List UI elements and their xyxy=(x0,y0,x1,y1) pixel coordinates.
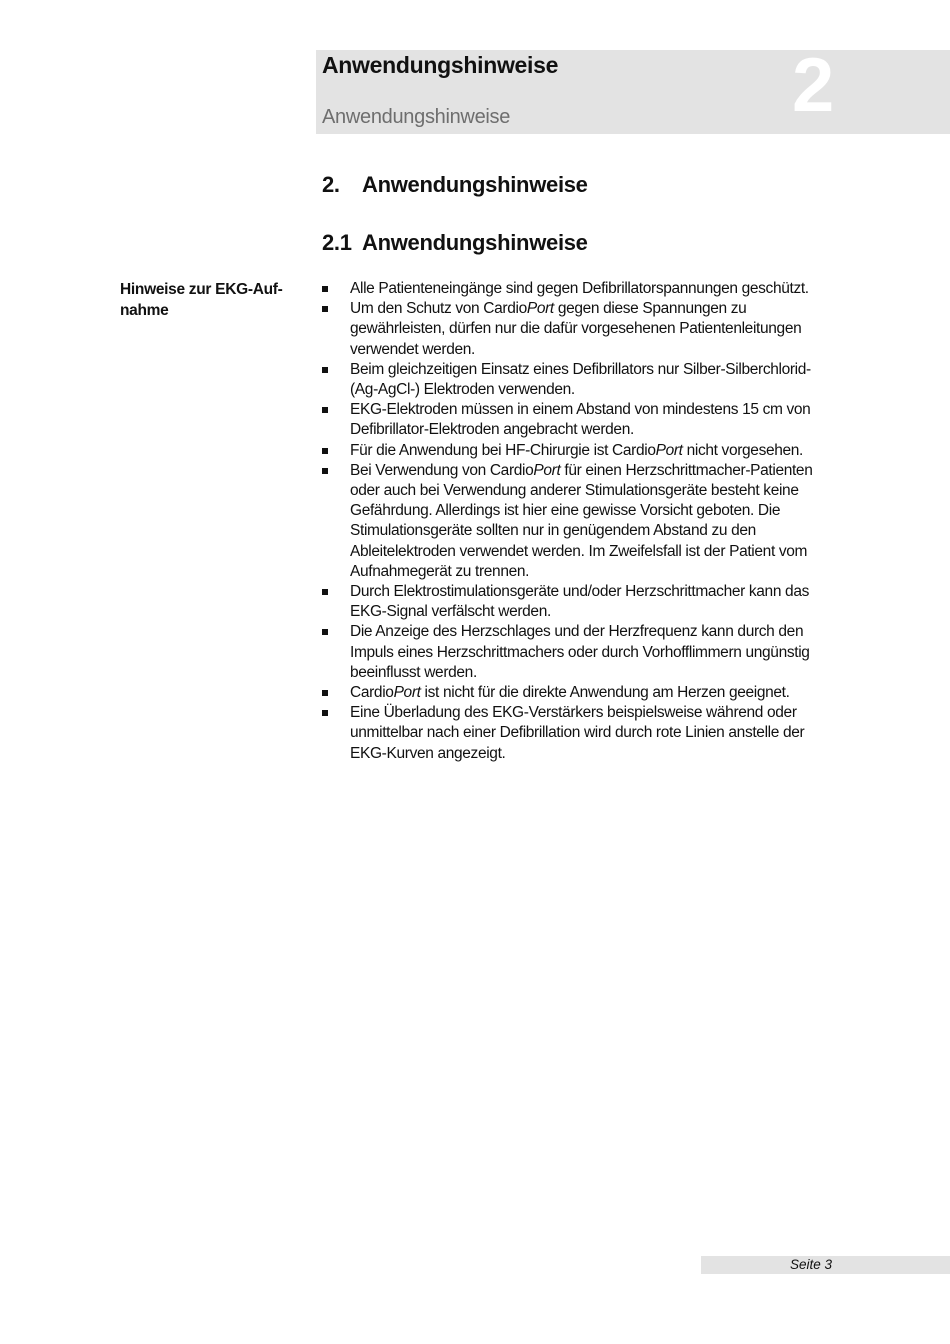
header-title: Anwendungshinweise xyxy=(322,52,559,78)
section-title: Anwendungshinweise xyxy=(362,172,588,197)
notes-list xyxy=(322,279,834,764)
bullet-square-icon xyxy=(322,629,328,635)
section-heading xyxy=(322,172,588,198)
list-item xyxy=(322,582,834,622)
list-item xyxy=(322,400,834,440)
section-number: 2. xyxy=(322,172,340,197)
side-label-line-1: Hinweise zur EKG-Auf- xyxy=(120,281,283,298)
list-item-text: Alle Patienteneingänge sind gegen Defibrillatorspannungen geschützt. xyxy=(350,280,809,297)
bullet-square-icon xyxy=(322,367,328,373)
bullet-square-icon xyxy=(322,710,328,716)
list-item xyxy=(322,441,834,461)
list-item xyxy=(322,622,834,683)
list-item xyxy=(322,461,834,582)
subsection-heading xyxy=(322,230,588,256)
list-item xyxy=(322,683,834,703)
subsection-number: 2.1 xyxy=(322,230,352,255)
chapter-number: 2 xyxy=(792,43,835,128)
side-label xyxy=(120,279,295,321)
list-item-text: Um den Schutz von CardioPort gegen diese Spannungen zu gewährleisten, dürfen nur die dafür vorgesehenen Patientenleitungen verwendet werden. xyxy=(350,300,802,358)
bullet-square-icon xyxy=(322,286,328,292)
page-number: Seite 3 xyxy=(789,1257,832,1272)
side-label-line-2: nahme xyxy=(120,302,169,319)
bullet-square-icon xyxy=(322,448,328,454)
list-item xyxy=(322,703,834,764)
list-item-text: Für die Anwendung bei HF-Chirurgie ist CardioPort nicht vorgesehen. xyxy=(350,441,804,459)
list-item-text: EKG-Elektroden müssen in einem Abstand von mindestens 15 cm von Defibrillator-Elektroden angebracht werden. xyxy=(350,401,811,439)
list-item-text: Bei Verwendung von CardioPort für einen Herzschrittmacher-Patienten oder auch bei Verwendung anderer Stimulationsgeräte besteht keine Gefährdung. Allerdings ist hier eine gewisse Vorsicht geboten. Die Stimulationsgeräte sollten nur in genügendem Abstand zu den Ableitelektroden verwendet werden. Im Zweifelsfall ist der Patient vom Aufnahmegerät zu trennen. xyxy=(350,461,813,580)
bullet-square-icon xyxy=(322,306,328,312)
bullet-square-icon xyxy=(322,407,328,413)
list-item xyxy=(322,279,834,299)
bullet-square-icon xyxy=(322,690,328,696)
list-item-text: Durch Elektrostimulationsgeräte und/oder Herzschrittmacher kann das EKG-Signal verfälscht werden. xyxy=(350,583,809,621)
list-item-text: CardioPort ist nicht für die direkte Anwendung am Herzen geeignet. xyxy=(350,684,790,702)
list-item xyxy=(322,360,834,400)
header-subtitle: Anwendungshinweise xyxy=(322,106,511,128)
subsection-title: Anwendungshinweise xyxy=(362,230,588,255)
bullet-square-icon xyxy=(322,468,328,474)
list-item-text: Beim gleichzeitigen Einsatz eines Defibrillators nur Silber-Silberchlorid-(Ag-AgCl-) Elektroden verwenden. xyxy=(350,360,811,399)
list-item-text: Die Anzeige des Herzschlages und der Herzfrequenz kann durch den Impuls eines Herzschrittmachers oder durch Vorhofflimmern ungünstig beeinflusst werden. xyxy=(350,623,810,681)
list-item xyxy=(322,299,834,360)
bullet-square-icon xyxy=(322,589,328,595)
list-item-text: Eine Überladung des EKG-Verstärkers beispielsweise während oder unmittelbar nach einer Defibrillation wird durch rote Linien anstelle der EKG-Kurven angezeigt. xyxy=(350,704,805,762)
